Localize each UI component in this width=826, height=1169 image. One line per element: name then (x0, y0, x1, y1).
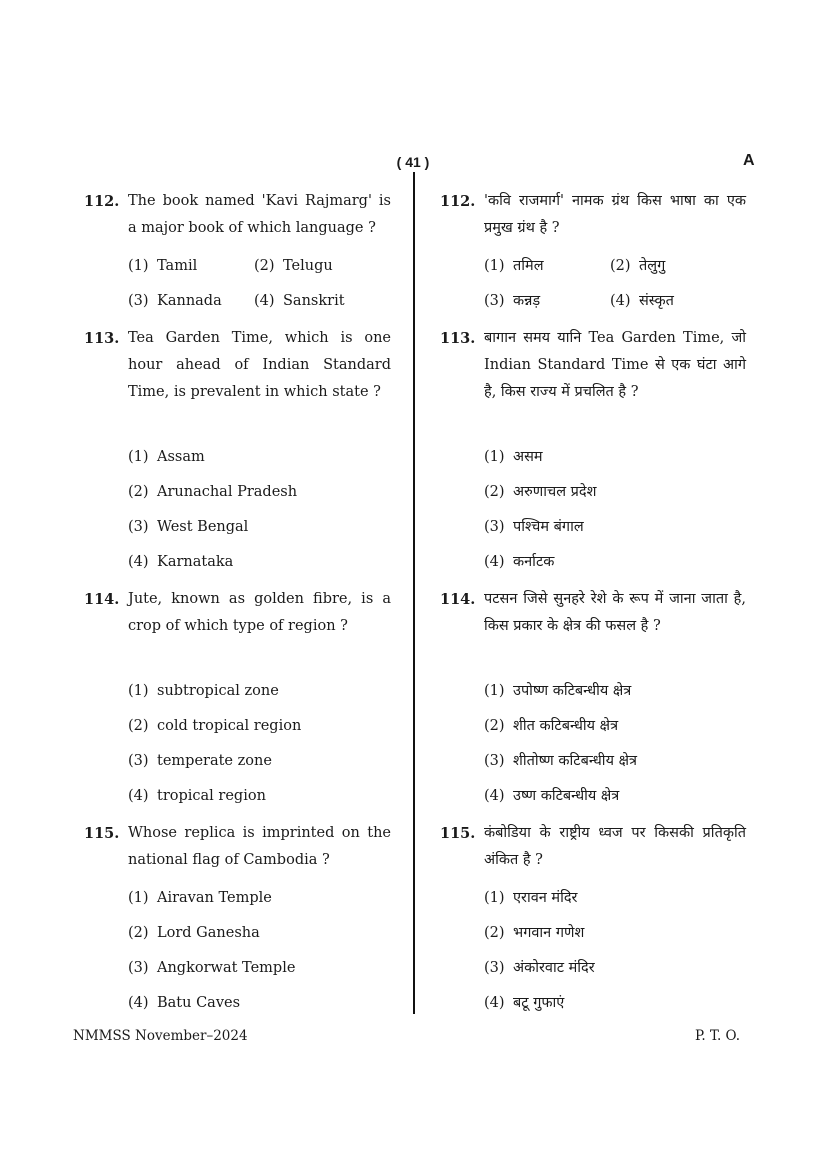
option-4: (4) Karnataka (128, 554, 234, 570)
option-3: (3) कन्नड़ (484, 293, 541, 309)
option-4: (4) Sanskrit (254, 293, 345, 309)
option-3: (3) Kannada (128, 293, 222, 309)
option-4: (4) कर्नाटक (484, 554, 555, 570)
question-115-hi (440, 820, 746, 1021)
question-number: 115. (84, 825, 120, 842)
option-2: (2) Arunachal Pradesh (128, 484, 298, 500)
question-number: 113. (440, 330, 476, 347)
option-1: (1) Tamil (128, 258, 198, 274)
option-4: (4) उष्ण कटिबन्धीय क्षेत्र (484, 788, 620, 804)
option-1: (1) Airavan Temple (128, 890, 272, 906)
option-2: (2) भगवान गणेश (484, 925, 585, 941)
option-3: (3) शीतोष्ण कटिबन्धीय क्षेत्र (484, 753, 637, 769)
question-113-hi (440, 325, 746, 580)
question-number: 113. (84, 330, 120, 347)
option-2: (2) शीत कटिबन्धीय क्षेत्र (484, 718, 619, 734)
option-1: (1) तमिल (484, 258, 544, 274)
option-3: (3) Angkorwat Temple (128, 960, 296, 976)
option-1: (1) उपोष्ण कटिबन्धीय क्षेत्र (484, 683, 632, 699)
option-2: (2) Lord Ganesha (128, 925, 260, 941)
question-number: 115. (440, 825, 476, 842)
question-text: Tea Garden Time, which is one hour ahead of Indian Standard Time, is prevalent in which state ? (128, 330, 391, 400)
option-1: (1) Assam (128, 449, 205, 465)
question-number: 112. (84, 193, 120, 210)
page-number: ( 41 ) (396, 154, 430, 170)
question-113-en (84, 325, 391, 580)
question-112-en (84, 188, 391, 319)
option-3: (3) पश्चिम बंगाल (484, 519, 584, 535)
set-code: A (743, 152, 755, 169)
option-4: (4) Batu Caves (128, 995, 241, 1011)
question-number: 114. (440, 591, 476, 608)
question-text: पटसन जिसे सुनहरे रेशे के रूप में जाना जाता है, किस प्रकार के क्षेत्र की फसल है ? (484, 591, 746, 634)
option-4: (4) tropical region (128, 788, 266, 804)
question-text: The book named 'Kavi Rajmarg' is a major book of which language ? (128, 193, 391, 236)
option-1: (1) subtropical zone (128, 683, 279, 699)
option-1: (1) एरावन मंदिर (484, 890, 578, 906)
option-3: (3) अंकोरवाट मंदिर (484, 960, 595, 976)
pto-label: P. T. O. (695, 1028, 741, 1044)
question-text: Whose replica is imprinted on the national flag of Cambodia ? (128, 825, 391, 868)
option-2: (2) तेलुगु (610, 258, 666, 274)
column-divider (413, 172, 415, 1014)
exam-footer: NMMSS November–2024 (73, 1028, 248, 1044)
option-2: (2) अरुणाचल प्रदेश (484, 484, 597, 500)
question-text: 'कवि राजमार्ग' नामक ग्रंथ किस भाषा का एक प्रमुख ग्रंथ है ? (484, 193, 746, 236)
question-number: 112. (440, 193, 476, 210)
option-4: (4) संस्कृत (610, 293, 674, 309)
option-4: (4) बटू गुफाएं (484, 995, 565, 1011)
option-2: (2) Telugu (254, 258, 333, 274)
option-3: (3) West Bengal (128, 519, 249, 535)
question-text: बागान समय यानि Tea Garden Time, जो Indian Standard Time से एक घंटा आगे है, किस राज्य में प्रचलित है ? (484, 330, 746, 400)
option-2: (2) cold tropical region (128, 718, 302, 734)
option-1: (1) असम (484, 449, 543, 465)
question-114-hi (440, 586, 746, 814)
question-text: Jute, known as golden fibre, is a crop of which type of region ? (128, 591, 391, 634)
question-text: कंबोडिया के राष्ट्रीय ध्वज पर किसकी प्रतिकृति अंकित है ? (484, 825, 746, 868)
question-115-en (84, 820, 391, 1021)
question-112-hi (440, 188, 746, 319)
question-114-en (84, 586, 391, 814)
question-number: 114. (84, 591, 120, 608)
option-3: (3) temperate zone (128, 753, 272, 769)
